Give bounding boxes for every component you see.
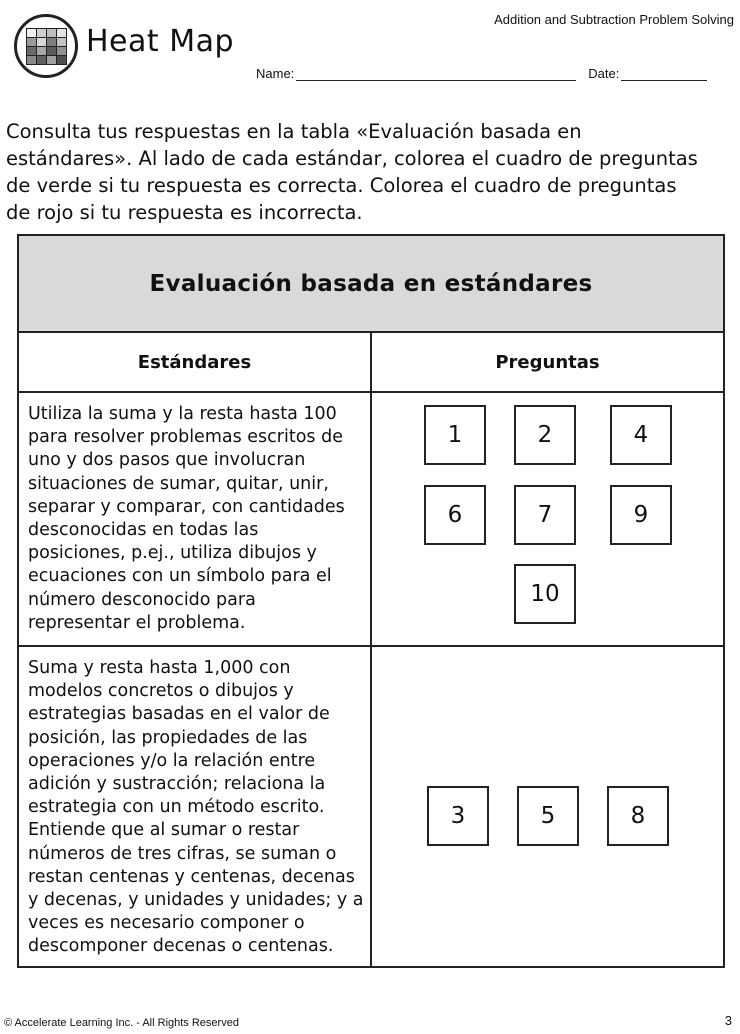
heat-map-grid-icon — [26, 28, 67, 65]
question-box[interactable]: 9 — [610, 485, 672, 545]
name-label: Name: — [256, 66, 295, 81]
question-box[interactable]: 8 — [607, 786, 669, 846]
standard-line: restan centenas y centenas, decenas — [28, 866, 355, 887]
standard-line: Entiende que al sumar o restar — [28, 820, 300, 841]
date-field[interactable] — [621, 68, 707, 81]
unit-title: Addition and Subtraction Problem Solving — [494, 12, 734, 27]
date-label: Date: — [588, 66, 620, 81]
standard-line: y decenas, y unidades y unidades; y a — [28, 890, 364, 911]
standard-line: operaciones y/o la relación entre — [28, 750, 316, 771]
name-field[interactable] — [296, 68, 576, 81]
standard-line: posición, las propiedades de las — [28, 727, 308, 748]
name-date-row — [256, 66, 707, 81]
standard-line: para resolver problemas escritos de — [28, 427, 343, 448]
instruction-line: Consulta tus respuestas en la tabla «Evaluación basada en — [6, 120, 582, 143]
standard-line: Utiliza la suma y la resta hasta 100 — [28, 404, 337, 424]
standard-cell — [19, 393, 372, 645]
question-box[interactable]: 1 — [424, 405, 486, 465]
standard-line: número desconocido para — [28, 589, 256, 610]
copyright: © Accelerate Learning Inc. - All Rights Reserved — [4, 1017, 239, 1029]
standard-line: veces es necesario componer o — [28, 913, 305, 934]
column-header-questions: Preguntas — [372, 333, 723, 393]
standard-line: Suma y resta hasta 1,000 con — [28, 658, 291, 678]
instruction-line: de rojo si tu respuesta es incorrecta. — [6, 201, 363, 224]
standard-line: ecuaciones con un símbolo para el — [28, 566, 332, 587]
standard-line: adición y sustracción; relaciona la — [28, 774, 326, 795]
question-box[interactable]: 5 — [517, 786, 579, 846]
question-box[interactable]: 4 — [610, 405, 672, 465]
table-title: Evaluación basada en estándares — [19, 236, 723, 333]
standard-line: números de tres cifras, se suman o — [28, 843, 337, 864]
question-box[interactable]: 6 — [424, 485, 486, 545]
instructions — [6, 118, 734, 226]
instruction-line: estándares». Al lado de cada estándar, colorea el cuadro de preguntas — [6, 147, 698, 170]
table-row — [19, 393, 723, 647]
instruction-line: de verde si tu respuesta es correcta. Colorea el cuadro de preguntas — [6, 174, 677, 197]
standard-line: separar y comparar, con cantidades — [28, 496, 345, 517]
table-row — [19, 647, 723, 966]
question-box[interactable]: 2 — [514, 405, 576, 465]
standard-line: situaciones de sumar, quitar, unir, — [28, 473, 329, 494]
question-box[interactable]: 10 — [514, 564, 576, 624]
standard-line: desconocidas en todas las — [28, 520, 259, 541]
standard-cell — [19, 647, 372, 966]
page-title: Heat Map — [86, 24, 235, 59]
question-box[interactable]: 3 — [427, 786, 489, 846]
page-number: 3 — [724, 1013, 732, 1028]
standard-line: estrategia con un método escrito. — [28, 797, 325, 818]
standard-line: estrategias basadas en el valor de — [28, 704, 330, 725]
column-header-standards: Estándares — [19, 333, 372, 393]
standard-line: representar el problema. — [28, 612, 246, 633]
standard-line: modelos concretos o dibujos y — [28, 681, 294, 702]
heat-map-logo — [14, 14, 78, 78]
standard-line: descomponer decenas o centenas. — [28, 936, 334, 957]
standards-table — [17, 234, 725, 968]
standard-line: uno y dos pasos que involucran — [28, 450, 306, 471]
standard-line: posiciones, p.ej., utiliza dibujos y — [28, 543, 317, 564]
question-box[interactable]: 7 — [514, 485, 576, 545]
